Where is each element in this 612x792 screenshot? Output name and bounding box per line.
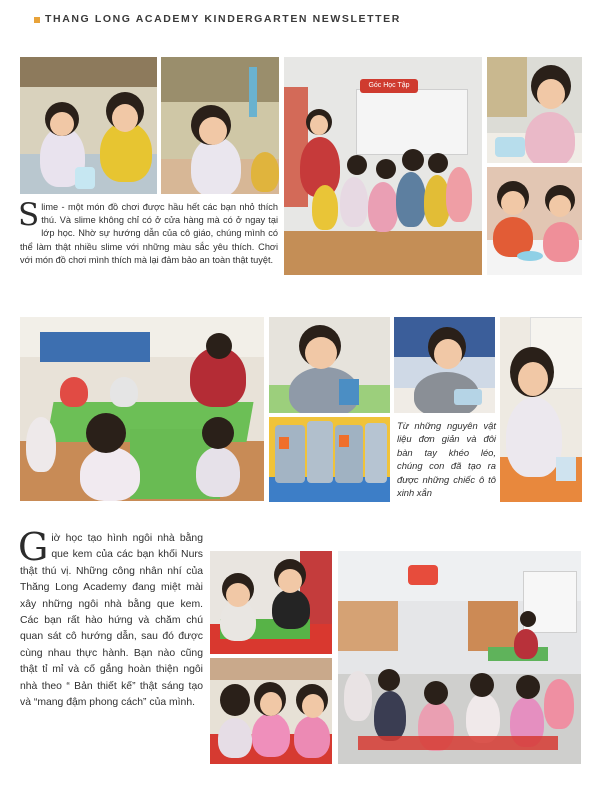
slime-paragraph-text: lime - một món đồ chơi được hầu hết các bạn nhỏ thích thú. Và slime không chỉ có ở cửa hàng mà có ở ngay tại lớp học. Nhờ sự hướng dẫn của cô giáo, chúng mình có thể làm thật nhiều slime với những màu sắc yêu thích. Chơi với món đồ chơi mình thích mà lại đảm bảo an toàn thật tuyệt. (20, 202, 278, 265)
photo-circle-time-class (338, 551, 581, 764)
classroom-sign: Góc Học Tập (360, 79, 418, 93)
photo-group-classroom (284, 57, 482, 275)
photo-two-kids-table (487, 167, 582, 275)
photo-craft-table-class (20, 317, 264, 501)
house-paragraph (18, 525, 203, 711)
house-paragraph-text: iờ học tạo hình ngôi nhà bằng que kem của các bạn khối Nurs thật thú vị. Những công nhân nhí của Thăng Long Academy đang miệt mài xây những ngôi nhà bằng que kem. Các bạn rất hào hứng và chăm chú quan sát cô hướng dẫn, sau đó được cùng nhau thực hành. Bạn nào cũng thật tỉ mỉ và cố gắng hoàn thiện ngôi nhà theo “ Bản thiết kế” thật sáng tạo và “mang đậm phong cách” của mình. (20, 533, 203, 709)
header-accent-square (34, 17, 40, 23)
slime-paragraph (18, 197, 278, 267)
photo-boy-crafting (269, 317, 390, 413)
house-drop-cap: G (18, 525, 49, 569)
photo-boy-with-car (394, 317, 495, 413)
photo-toy-cars (269, 417, 390, 502)
slime-drop-cap: S (18, 197, 40, 233)
photo-slime-girl (161, 57, 279, 194)
photo-slime-boy (20, 57, 157, 194)
photo-girl-crafting (500, 317, 582, 502)
photo-popsicle-house-girls (210, 658, 332, 764)
photo-popsicle-house-boys (210, 551, 332, 654)
photo-slime-girl-smiling (487, 57, 582, 163)
car-craft-caption: Từ những nguyên vật liệu đơn giản và đôi bàn tay khéo léo, chúng con đã tạo ra được những chiếc ô tô xinh xắn (397, 420, 496, 499)
newsletter-title: THANG LONG ACADEMY KINDERGARTEN NEWSLETTER (45, 13, 401, 25)
